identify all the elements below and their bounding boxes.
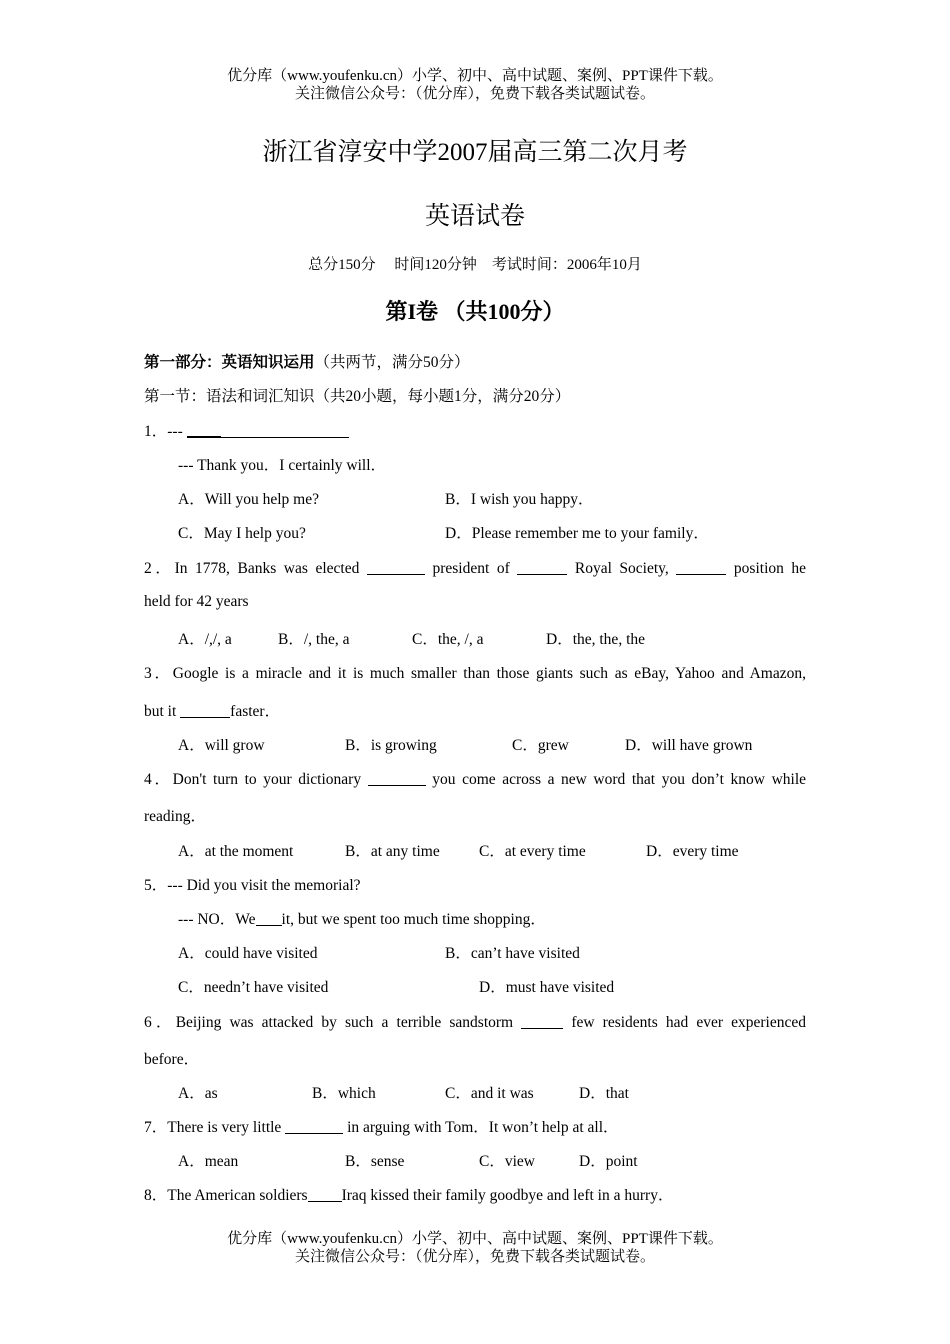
question-6-option-b[interactable]: B．which (312, 1085, 376, 1102)
question-7: 7．There is very little in arguing with Tom．It won’t help at all． (144, 1119, 619, 1136)
question-2: 2．In 1778, Banks was elected president of Royal Society, position he (144, 560, 807, 577)
question-8: 8．The American soldiers Iraq kissed their family goodbye and left in a hurry． (144, 1187, 674, 1204)
question-3-option-d[interactable]: D．will have grown (625, 737, 753, 754)
question-3-option-a[interactable]: A．will grow (178, 737, 265, 754)
question-7-option-c[interactable]: C．view (479, 1153, 535, 1170)
question-6-option-c[interactable]: C．and it was (445, 1085, 534, 1102)
question-6: 6．Beijing was attacked by such a terrible sandstorm few residents had ever experienced (144, 1014, 807, 1031)
answer-blank (368, 770, 426, 787)
header-line-2: 关注微信公众号：（优分库），免费下载各类试题试卷。 (294, 86, 655, 102)
answer-blank (517, 559, 567, 576)
question-5-option-a[interactable]: A．could have visited (178, 945, 318, 962)
question-6-line-2: before． (144, 1051, 200, 1068)
question-6-option-d[interactable]: D．that (579, 1085, 629, 1102)
question-4-option-d[interactable]: D．every time (646, 843, 739, 860)
footer-line-1: 优分库（www.youfenku.cn）小学、初中、高中试题、案例、PPT课件下载。 (227, 1231, 723, 1247)
part1-heading (144, 350, 470, 372)
exam-duration: 时间120分钟 (394, 257, 477, 273)
question-1-option-c[interactable]: C．May I help you? (178, 525, 306, 542)
question-4-option-b[interactable]: B．at any time (345, 843, 440, 860)
question-1: 1．--- (144, 419, 349, 441)
total-score: 总分150分 (308, 257, 376, 273)
exam-date: 考试时间：2006年10月 (491, 257, 642, 273)
answer-blank (256, 910, 282, 927)
question-3: 3．Google is a miracle and it is much smaller than those giants such as eBay, Yahoo and Amazon, (144, 665, 806, 682)
question-2-line-2: held for 42 years (144, 593, 249, 610)
exam-info (0, 253, 950, 274)
question-5-reply: --- NO．We it, but we spent too much time shopping． (178, 911, 546, 928)
answer-blank (521, 1013, 563, 1030)
question-7-option-d[interactable]: D．point (579, 1153, 638, 1170)
question-5-option-c[interactable]: C．needn’t have visited (178, 979, 329, 996)
question-5-option-b[interactable]: B．can’t have visited (445, 945, 580, 962)
question-2-option-d[interactable]: D．the, the, the (546, 631, 646, 648)
question-4-option-a[interactable]: A．at the moment (178, 843, 294, 860)
header-line-1: 优分库（www.youfenku.cn）小学、初中、高中试题、案例、PPT课件下载。 (227, 68, 723, 84)
question-6-option-a[interactable]: A．as (178, 1085, 218, 1102)
section1-heading: 第一节：语法和词汇知识（共20小题，每小题1分，满分20分） (144, 388, 571, 405)
answer-blank (221, 422, 349, 439)
question-4: 4．Don't turn to your dictionary you come across a new word that you don’t know while (144, 771, 807, 788)
volume-title: 第I卷 （共100分） (385, 299, 565, 324)
question-1-option-a[interactable]: A．Will you help me? (178, 491, 319, 508)
question-5-option-d[interactable]: D．must have visited (479, 979, 615, 996)
question-3-option-b[interactable]: B．is growing (345, 737, 437, 754)
question-4-option-c[interactable]: C．at every time (479, 843, 586, 860)
exam-title: 浙江省淳安中学2007届高三第二次月考 (262, 139, 688, 166)
question-1-option-d[interactable]: D．Please remember me to your family． (445, 525, 709, 542)
footer-line-2: 关注微信公众号：（优分库），免费下载各类试题试卷。 (294, 1249, 655, 1265)
part1-note: （共两节，满分50分） (314, 354, 470, 371)
question-1-reply: --- Thank you．I certainly will． (178, 457, 387, 474)
question-7-option-b[interactable]: B．sense (345, 1153, 405, 1170)
question-2-option-a[interactable]: A．/,/, a (178, 631, 232, 648)
answer-blank (367, 559, 425, 576)
question-3-option-c[interactable]: C．grew (512, 737, 569, 754)
question-7-option-a[interactable]: A．mean (178, 1153, 239, 1170)
part1-label: 第一部分：英语知识运用 (144, 354, 315, 371)
question-2-option-b[interactable]: B．/, the, a (278, 631, 350, 648)
answer-blank (187, 421, 221, 439)
answer-blank (180, 702, 230, 719)
question-3-line-2: but it faster． (144, 703, 281, 720)
answer-blank (676, 559, 726, 576)
answer-blank (308, 1186, 342, 1203)
question-5: 5．--- Did you visit the memorial? (144, 877, 361, 894)
question-4-line-2: reading． (144, 808, 206, 825)
question-2-option-c[interactable]: C．the, /, a (412, 631, 484, 648)
exam-subtitle: 英语试卷 (424, 203, 525, 230)
question-1-option-b[interactable]: B．I wish you happy． (445, 491, 594, 508)
answer-blank (285, 1118, 343, 1135)
